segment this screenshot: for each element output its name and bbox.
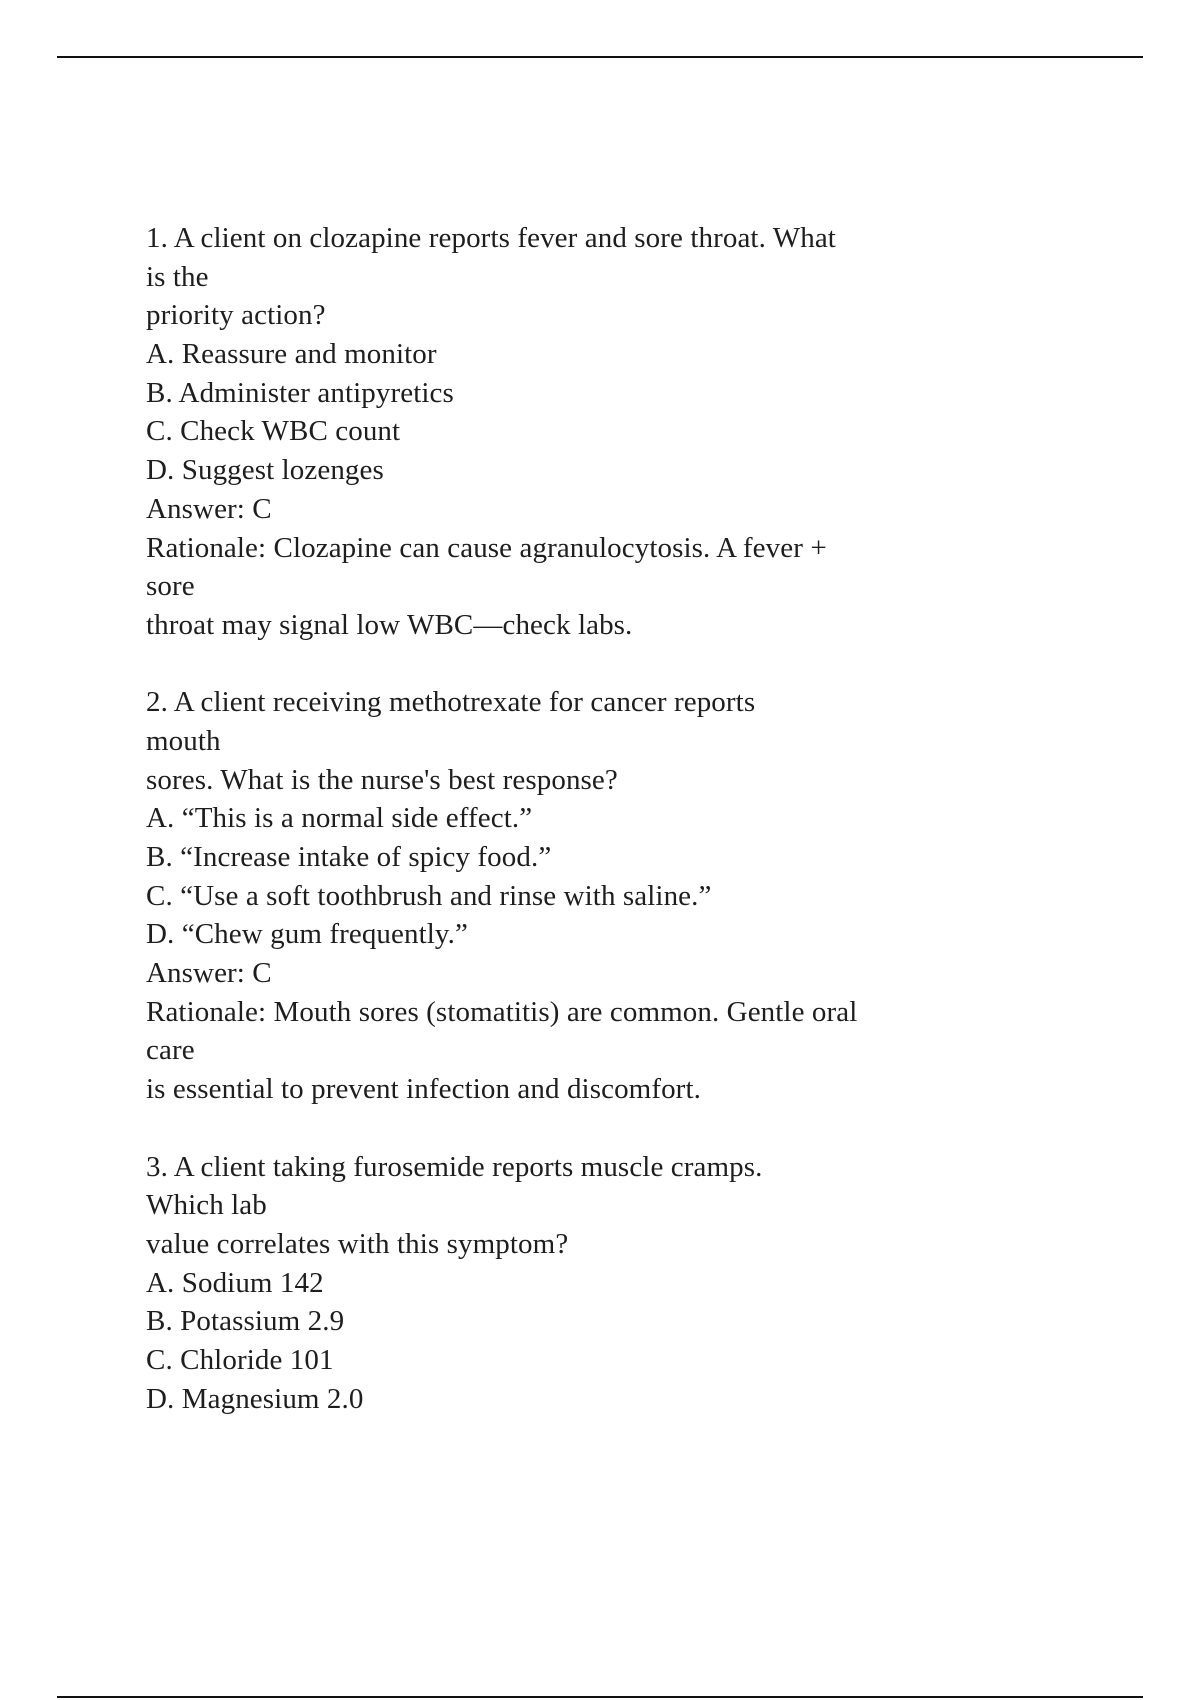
question-3 [146,1148,1046,1419]
answer: Answer: C [146,492,272,525]
question-1 [146,219,1046,645]
question-stem-line: 3. A client taking furosemide reports muscle cramps. [146,1150,763,1183]
question-stem-line: priority action? [146,299,326,332]
question-stem-line: 2. A client receiving methotrexate for cancer reports [146,686,756,719]
rationale-line: is essential to prevent infection and discomfort. [146,1073,701,1106]
rationale-line: Rationale: Mouth sores (stomatitis) are common. Gentle oral [146,995,858,1028]
option-a: A. Reassure and monitor [146,338,437,371]
question-stem-line: is the [146,260,209,293]
question-spacer [146,645,1046,684]
option-c: C. “Use a soft toothbrush and rinse with saline.” [146,879,712,912]
option-b: B. “Increase intake of spicy food.” [146,841,552,873]
document-body [146,219,1046,1418]
rationale-line: sore [146,570,195,603]
option-c: C. Chloride 101 [146,1343,334,1376]
question-spacer [146,1109,1046,1148]
question-stem-line: value correlates with this symptom? [146,1227,569,1260]
option-d: D. “Chew gum frequently.” [146,918,468,951]
option-b: B. Potassium 2.9 [146,1305,345,1338]
question-stem-line: Which lab [146,1189,267,1222]
rationale-line: Rationale: Clozapine can cause agranulocytosis. A fever + [146,531,827,564]
question-stem-line: mouth [146,724,221,757]
option-c: C. Check WBC count [146,415,401,448]
option-d: D. Suggest lozenges [146,454,384,487]
option-a: A. “This is a normal side effect.” [146,802,533,835]
bottom-rule [57,1696,1143,1698]
rationale-line: care [146,1034,195,1067]
rationale-line: throat may signal low WBC—check labs. [146,608,633,641]
option-b: B. Administer antipyretics [146,376,454,409]
question-stem-line: 1. A client on clozapine reports fever and sore throat. What [146,222,836,254]
option-a: A. Sodium 142 [146,1266,324,1299]
top-rule [57,56,1143,58]
question-stem-line: sores. What is the nurse's best response? [146,763,618,796]
answer: Answer: C [146,957,272,990]
option-d: D. Magnesium 2.0 [146,1382,364,1415]
question-2 [146,683,1046,1109]
